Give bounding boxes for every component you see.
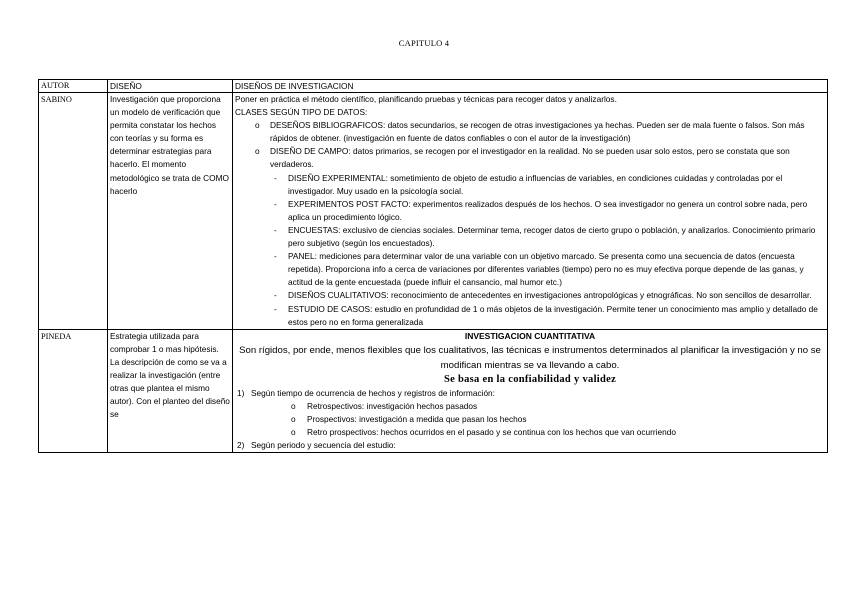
header-research-designs: DISEÑOS DE INVESTIGACION <box>233 80 828 93</box>
list-item <box>274 250 825 289</box>
field-design-text: DISEÑO EXPERIMENTAL: sometimiento de objeto de estudio a influencias de variables, en condiciones cuidadas y controladas por el investigador. Muy usado en la psicología social. <box>288 172 783 196</box>
dash-bullet-icon: - <box>274 172 277 183</box>
field-design-text: DISEÑOS CUALITATIVOS: reconocimiento de antecedentes en investigaciones antropológicas y etnográficas. No son sencillos de desarrollar. <box>288 290 812 301</box>
classes-title: CLASES SEGÚN TIPO DE DATOS: <box>235 107 368 118</box>
list-item <box>291 413 825 426</box>
field-designs-list <box>270 172 825 329</box>
list-item <box>291 400 825 413</box>
field-design-text: PANEL: mediciones para determinar valor de una variable con un objetivo marcado. Se presenta como una secuencia de datos (encuesta repetida). Proporciona info a cerca de variaciones por diferentes variables (tiempo) pero no es muy efectiva porque depende de las ganas, y actitud de la gente encuestada (puede influir el cansancio, mal humor etc.) <box>288 251 804 288</box>
dash-bullet-icon: - <box>274 303 277 314</box>
class-text: DISEÑO DE CAMPO: datos primarios, se recogen por el investigador en la realidad. No se pueden usar solo estos, pero se constata que son verdaderos. <box>270 146 790 170</box>
table-header-row <box>39 80 828 93</box>
field-design-text: ENCUESTAS: exclusivo de ciencias sociales. Determinar tema, recoger datos de cierto grupo o población, y analizarlos. Conocimiento primario pero subjetivo (según los encuestados). <box>288 224 816 249</box>
list-item <box>237 439 825 452</box>
field-design-text: EXPERIMENTOS POST FACTO: experimentos realizados después de los hechos. O sea investigador no genera un control sobre nada, pero aplica un procedimiento lógico. <box>288 198 808 222</box>
criterion-item-text: Retro prospectivos: hechos ocurridos en el pasado y se continua con los hechos que van ocurriendo <box>307 427 676 438</box>
author-cell: PINEDA <box>39 329 108 453</box>
criterion-item-text: Prospectivos: investigación a medida que pasan los hechos <box>307 413 527 424</box>
dash-bullet-icon: - <box>274 224 277 235</box>
research-designs-cell <box>233 93 828 330</box>
number-marker: 1) <box>237 387 245 398</box>
dash-bullet-icon: - <box>274 251 277 262</box>
table-row <box>39 329 828 453</box>
bullet-circle-icon: o <box>255 120 260 131</box>
designs-table <box>38 79 828 453</box>
criterion-items <box>251 400 825 439</box>
bullet-circle-icon: o <box>291 413 296 424</box>
research-designs-cell <box>233 329 828 453</box>
bullet-circle-icon: o <box>255 146 260 157</box>
page-title: CAPITULO 4 <box>398 38 450 48</box>
based-on-heading: Se basa en la confiabilidad y validez <box>443 373 617 385</box>
number-marker: 2) <box>237 440 245 451</box>
class-text: DESEÑOS BIBLIOGRAFICOS: datos secundarios, se recogen de otras investigaciones ya hechas. Pueden ser de mala fuente o falsos. Son más rápidos de obtener. (investigación en fuente de datos confiables o con el autor de la investigación) <box>270 120 805 144</box>
list-item <box>274 303 825 329</box>
bullet-circle-icon: o <box>291 400 296 411</box>
criterion-item-text: Retrospectivos: investigación hechos pasados <box>307 400 478 411</box>
field-design-text: ESTUDIO DE CASOS: estudio en profundidad de 1 o más objetos de la investigación. Permite tener un conocimiento mas amplio y detallado de estos pero no en forma generalizada <box>288 303 818 327</box>
section-title: INVESTIGACION CUANTITATIVA <box>464 330 596 341</box>
list-item <box>274 198 825 224</box>
list-item <box>274 224 825 250</box>
section-intro: Son rígidos, por ende, menos flexibles que los cualitativos, las técnicas e instrumentos determinados al planificar la investigación y no se modifican mientras se va llevando a cabo. <box>239 344 821 371</box>
design-cell: Estrategia utilizada para comprobar 1 o mas hipótesis. La descripción de como se va a realizar la investigación (entre otras que plantea el mismo autor). Con el planteo del diseño se <box>108 329 233 453</box>
list-item <box>237 387 825 439</box>
design-cell: Investigación que proporciona un modelo de verificación que permita constatar los hechos con teorías y su forma es determinar estrategias para hacerlo. El momento metodológico se trata de COMO hacerlo <box>108 93 233 330</box>
criterion-label: Según tiempo de ocurrencia de hechos y registros de información: <box>251 387 495 398</box>
dash-bullet-icon: - <box>274 198 277 209</box>
list-item <box>274 289 825 302</box>
list-item <box>274 172 825 198</box>
author-cell: SABINO <box>39 93 108 330</box>
classes-list <box>235 119 825 329</box>
sabino-intro: Poner en práctica el método científico, planificando pruebas y técnicas para recoger datos y analizarlos. <box>235 94 617 104</box>
header-author: AUTOR <box>39 80 108 93</box>
list-item <box>255 145 825 328</box>
header-design: DISEÑO <box>108 80 233 93</box>
list-item <box>291 426 825 439</box>
bullet-circle-icon: o <box>291 427 296 438</box>
list-item <box>255 119 825 145</box>
table-row <box>39 93 828 330</box>
dash-bullet-icon: - <box>274 290 277 301</box>
criterion-label: Según periodo y secuencia del estudio: <box>251 440 396 451</box>
criteria-list <box>235 387 825 452</box>
